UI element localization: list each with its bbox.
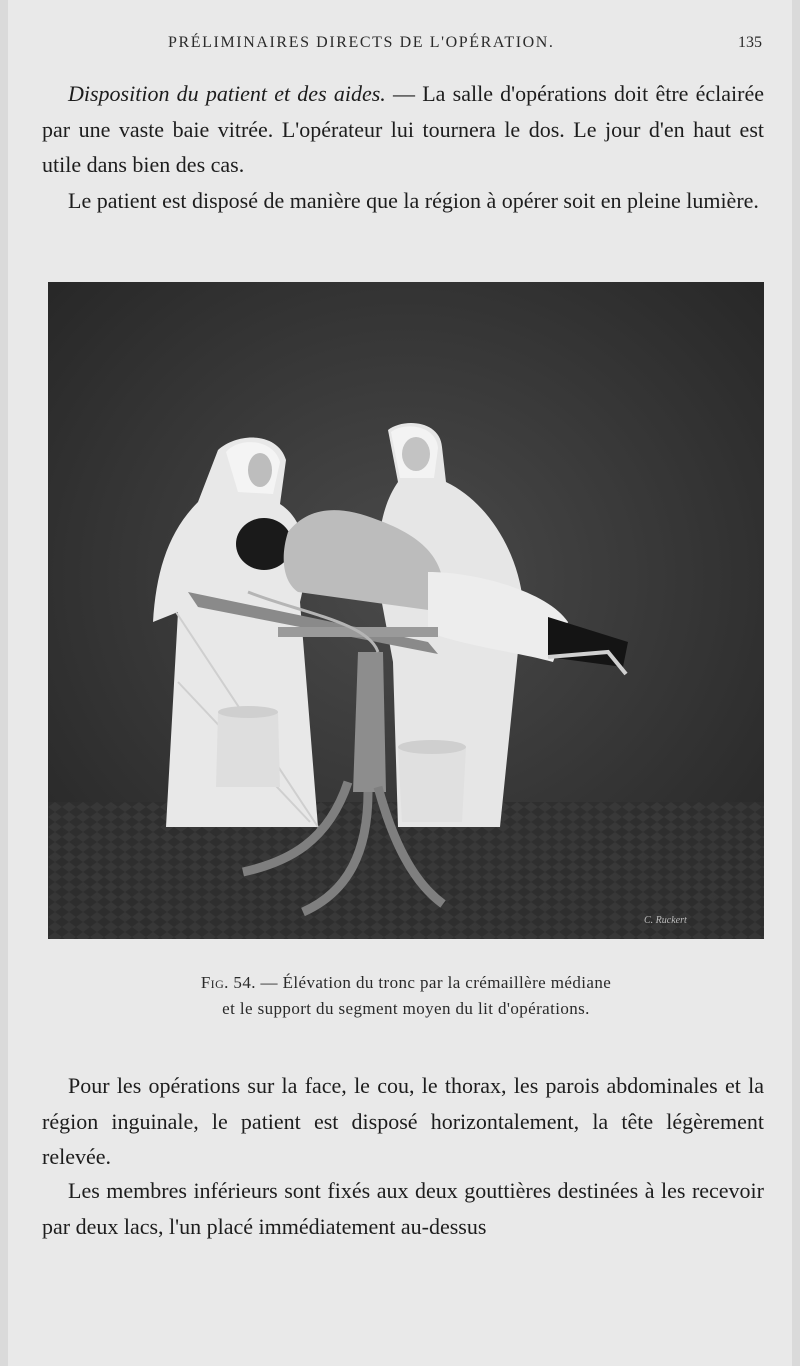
body-text-1: Pour les opérations sur la face, le cou, le thorax, les parois abdominales et la région inguinale, le patient est disposé horizontalement, la tête légèrement relevée. — [42, 1073, 764, 1169]
caption-line-1: — Élévation du tronc par la crémaillère médiane — [255, 973, 612, 992]
artist-signature: C. Ruckert — [644, 915, 687, 926]
figure-caption — [48, 970, 764, 1022]
figure-label: Fig. 54. — [200, 973, 256, 992]
running-head: PRÉLIMINAIRES DIRECTS DE L'OPÉRATION. — [168, 34, 555, 51]
page-number: 135 — [738, 34, 762, 51]
intro-paragraph — [42, 76, 764, 183]
book-page — [8, 0, 792, 1366]
body-paragraph-2 — [42, 1173, 764, 1244]
body-paragraph-1 — [42, 1068, 764, 1175]
section-lead: Disposition du patient et des aides. — [68, 81, 386, 106]
operating-table-illustration — [48, 282, 764, 939]
page-header — [8, 34, 792, 58]
intro-text: — La salle d'opérations doit être éclairée par une vaste baie vitrée. L'opérateur lui tournera le dos. Le jour d'en haut est utile dans bien des cas. — [42, 81, 765, 177]
figure-photograph — [48, 282, 764, 939]
lighting-paragraph — [42, 183, 764, 219]
body-text-2: Les membres inférieurs sont fixés aux deux gouttières destinées à les recevoir par deux lacs, l'un placé immédiatement au-dessus — [42, 1178, 764, 1239]
lighting-text: Le patient est disposé de manière que la région à opérer soit en pleine lumière. — [68, 188, 759, 213]
caption-line-2: et le support du segment moyen du lit d'opérations. — [222, 999, 590, 1018]
